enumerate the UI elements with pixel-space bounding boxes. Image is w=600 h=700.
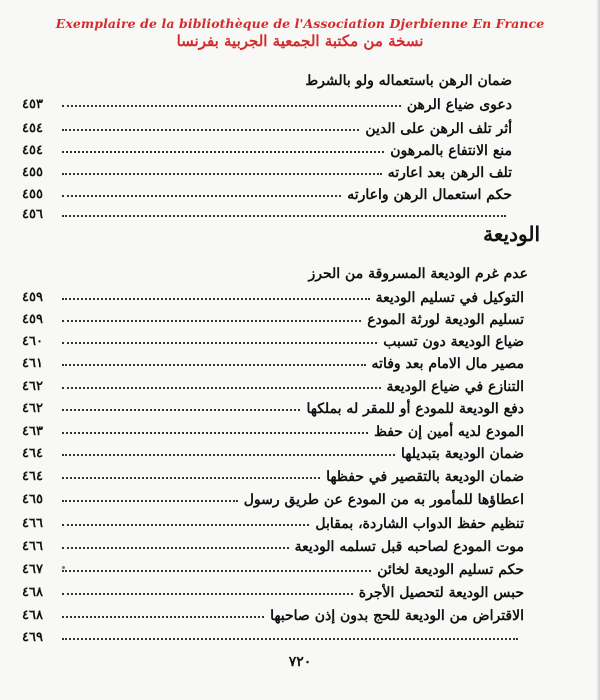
toc-entry-title: ضمان الوديعة بتبديلها (401, 446, 524, 462)
library-stamp (0, 16, 600, 50)
toc-entry-page: ٤٦٤ (22, 469, 43, 484)
toc-leader-dots (62, 593, 353, 595)
toc-leader-dots (62, 195, 341, 197)
toc-entry (0, 582, 600, 604)
toc-entry-page: ٤٥٥ (22, 165, 43, 180)
toc-leader-dots (62, 298, 370, 300)
toc-entry (0, 627, 600, 649)
toc-entry (0, 421, 600, 443)
toc-entry (0, 443, 600, 465)
toc-leader-dots (62, 570, 371, 572)
toc-entry-page: ٤٥٦ (22, 207, 43, 222)
toc-leader-dots (62, 547, 289, 549)
toc-entry-page: ٤٦٥ (22, 492, 43, 507)
toc-entry-title: موت المودع لصاحبه قبل تسلمه الوديعة (294, 539, 524, 555)
toc-entry-page: ٤٥٥ (22, 187, 43, 202)
toc-leader-dots (62, 500, 238, 502)
stamp-french-text: Exemplaire de la bibliothèque de l'Association Djerbienne En France (55, 16, 545, 31)
toc-entry-page: ٤٦٤ (22, 446, 43, 461)
toc-entry (0, 331, 600, 353)
toc-entry-page: ٤٦٣ (22, 424, 43, 439)
toc-entry-title: مصير مال الامام بعد وفاته (371, 356, 524, 372)
toc-leader-dots (62, 409, 300, 411)
toc-entry-title: التوكيل في تسليم الوديعة (375, 290, 524, 306)
toc-entry-title: حكم تسليم الوديعة لخائن (377, 562, 524, 578)
toc-leader-dots (62, 173, 382, 175)
toc-leader-dots (62, 454, 395, 456)
toc-leader-dots (62, 638, 518, 640)
toc-entry-title: تسليم الوديعة لورثة المودع (367, 312, 524, 328)
toc-entry-title: المودع لديه أمين إن حفظ (373, 424, 524, 440)
toc-leader-dots (62, 616, 264, 618)
toc-entry-title: حبس الوديعة لتحصيل الأجرة (358, 585, 524, 601)
toc-entry-title: أثر تلف الرهن على الدين (365, 121, 512, 137)
toc-entry (0, 513, 600, 535)
toc-entry-page: ٤٦٦ (22, 516, 43, 531)
toc-leader-dots (62, 215, 506, 217)
toc-leader-dots (62, 477, 320, 479)
toc-leader-dots (62, 342, 377, 344)
toc-entry (0, 398, 600, 420)
toc-leader-dots (62, 151, 384, 153)
toc-entry (0, 376, 600, 398)
toc-entry-title: ضمان الوديعة بالتقصير في حفظها (326, 469, 524, 485)
toc-entry (0, 489, 600, 511)
page-number: ٧٢٠ (288, 654, 312, 670)
scan-speck (62, 566, 65, 569)
toc-entry-title: التنازع في ضياع الوديعة (386, 379, 524, 395)
toc-entry-title: حكم استعمال الرهن واعارته (347, 187, 512, 203)
toc-entry-title: دعوى ضياع الرهن (406, 97, 512, 113)
toc-entry-page: ٤٦٨ (22, 585, 43, 600)
toc-entry (0, 263, 600, 285)
toc-entry (0, 184, 600, 206)
toc-entry-title: اعطاؤها للمأمور به من المودع عن طريق رسول (243, 492, 524, 508)
section-heading-deposit: الوديعة (483, 222, 540, 246)
toc-entry-page: ٤٥٤ (22, 121, 43, 136)
toc-leader-dots (62, 432, 368, 434)
toc-entry-page: ٤٥٤ (22, 143, 43, 158)
toc-entry (0, 536, 600, 558)
toc-leader-dots (62, 364, 366, 366)
toc-entry-page: ٤٦٧ (22, 562, 43, 577)
toc-entry-page: ٤٦٨ (22, 608, 43, 623)
toc-entry-title: الاقتراض من الوديعة للحج بدون إذن صاحبها (270, 608, 524, 624)
toc-entry-title: تلف الرهن بعد اعارته (387, 165, 512, 181)
toc-entry (0, 309, 600, 331)
toc-entry-title: عدم غرم الوديعة المسروقة من الحرز (308, 266, 528, 282)
toc-leader-dots (62, 129, 359, 131)
toc-entry-page: ٤٦٢ (22, 379, 43, 394)
stamp-arabic-text: نسخة من مكتبة الجمعية الجربية بفرنسا (176, 32, 424, 50)
toc-entry (0, 140, 600, 162)
toc-entry-title: منع الانتفاع بالمرهون (390, 143, 512, 159)
toc-entry (0, 118, 600, 140)
toc-entry-page: ٤٥٣ (22, 97, 43, 112)
toc-entry-page: ٤٥٩ (22, 312, 43, 327)
toc-entry (0, 466, 600, 488)
toc-entry (0, 94, 600, 116)
toc-entry-page: ٤٦٩ (22, 630, 43, 645)
toc-leader-dots (62, 387, 381, 389)
toc-entry-title: تنظيم حفظ الدواب الشاردة، بمقابل (315, 516, 524, 532)
toc-entry-page: ٤٦٢ (22, 401, 43, 416)
toc-leader-dots (62, 320, 361, 322)
toc-entry-page: ٤٦٠ (22, 334, 43, 349)
toc-entry (0, 559, 600, 581)
toc-entry-title: دفع الوديعة للمودع أو للمقر له بملكها (306, 401, 524, 417)
toc-entry-title: ضمان الرهن باستعماله ولو بالشرط (305, 73, 512, 89)
toc-leader-dots (62, 524, 309, 526)
toc-entry (0, 353, 600, 375)
toc-entry (0, 70, 600, 92)
toc-leader-dots (62, 105, 401, 107)
toc-entry-title: ضياع الوديعة دون تسبب (383, 334, 524, 350)
scan-edge (596, 0, 600, 700)
toc-entry (0, 605, 600, 627)
toc-entry-page: ٤٦١ (22, 356, 43, 371)
toc-entry-page: ٤٥٩ (22, 290, 43, 305)
toc-entry-page: ٤٦٦ (22, 539, 43, 554)
toc-entry (0, 162, 600, 184)
toc-entry (0, 287, 600, 309)
